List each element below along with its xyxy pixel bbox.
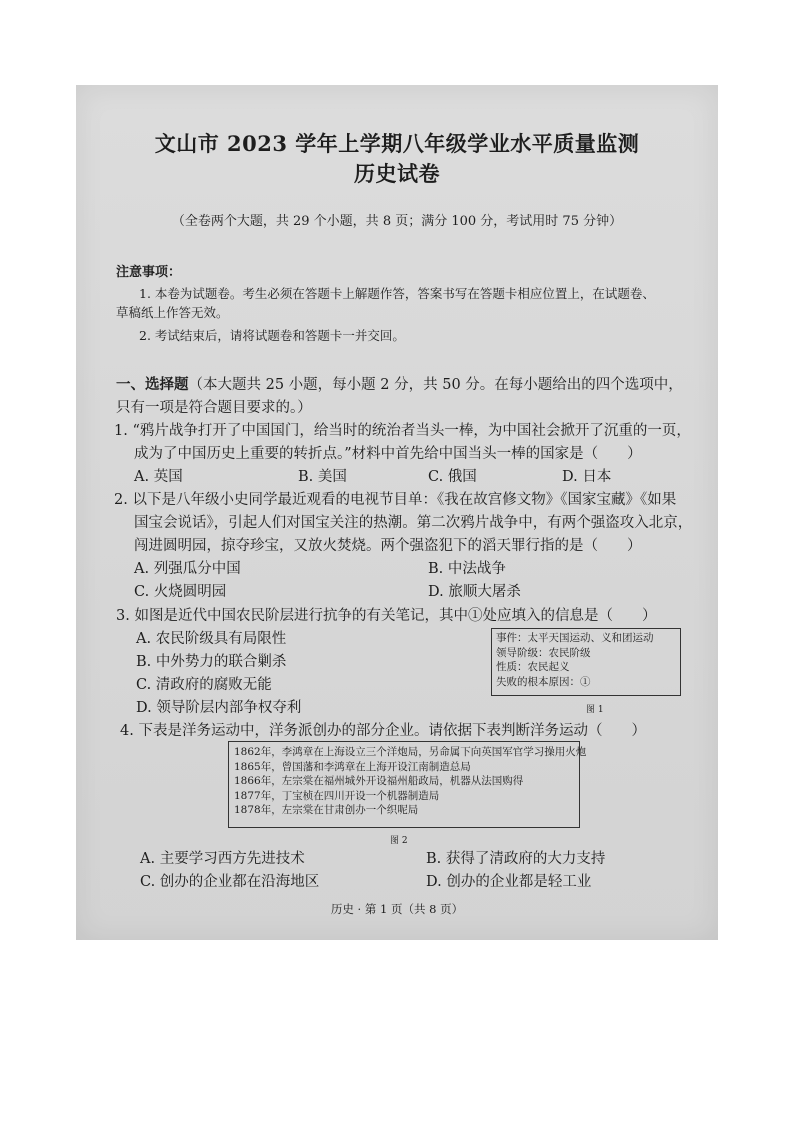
figure-2-row: 1877年，丁宝桢在四川开设一个机器制造局 (234, 789, 440, 802)
figure-2-row: 1862年，李鸿章在上海设立三个洋炮局，另命属下向英国军官学习操用火炮 (234, 746, 587, 758)
figure-1-line: 失败的根本原因：① (496, 675, 591, 688)
question-4-stem: 4. 下表是洋务运动中，洋务派创办的部分企业。请依据下表判断洋务运动（ ） (120, 723, 646, 739)
question-2-option-b: B. 中法战争 (428, 561, 506, 577)
question-1-stem-cont: 成为了中国历史上重要的转折点。”材料中首先给中国当头一棒的国家是（ ） (134, 446, 642, 462)
figure-1-caption: 图 1 (586, 705, 604, 715)
question-1-option-a: A. 英国 (134, 469, 183, 485)
section-desc-cont: 只有一项是符合题目要求的。） (116, 400, 312, 416)
notice-item-1: 1. 本卷为试题卷。考生必须在答题卡上解题作答，答案书写在答题卡相应位置上，在试题卷、 (139, 286, 655, 301)
question-3-option-d: D. 领导阶层内部争权夺利 (136, 700, 302, 716)
question-3-option-c: C. 清政府的腐败无能 (136, 677, 272, 693)
notice-item-1-cont: 草稿纸上作答无效。 (116, 305, 229, 320)
page-footer: 历史 · 第 1 页（共 8 页） (330, 902, 464, 916)
question-1-option-b: B. 美国 (298, 469, 347, 485)
question-4-option-b: B. 获得了清政府的大力支持 (426, 851, 606, 867)
question-4-option-d: D. 创办的企业都是轻工业 (426, 874, 592, 890)
figure-1-box (491, 628, 681, 696)
exam-subtitle: 历史试卷 (354, 161, 440, 186)
section-heading (116, 373, 683, 394)
question-4-option-c: C. 创办的企业都在沿海地区 (140, 874, 320, 890)
question-3-stem: 3. 如图是近代中国农民阶层进行抗争的有关笔记，其中①处应填入的信息是（ ） (116, 608, 657, 624)
figure-1-line: 领导阶级：农民阶级 (496, 646, 591, 659)
notice-heading: 注意事项： (116, 265, 182, 280)
question-1-option-c: C. 俄国 (428, 469, 477, 485)
question-4-option-a: A. 主要学习西方先进技术 (140, 851, 305, 867)
figure-2-caption: 图 2 (390, 836, 408, 846)
figure-2-row: 1865年，曾国藩和李鸿章在上海开设江南制造总局 (234, 760, 471, 773)
figure-2-table (228, 741, 587, 828)
question-2-option-c: C. 火烧圆明园 (134, 584, 227, 600)
question-3-option-a: A. 农民阶级具有局限性 (136, 631, 287, 647)
question-2-stem-cont: 国宝会说话》，引起人们对国宝关注的热潮。第二次鸦片战争中，有两个强盗攻入北京， (134, 515, 693, 531)
section-desc: （本大题共 25 小题，每小题 2 分，共 50 分。在每小题给出的四个选项中， (188, 377, 683, 393)
question-1-stem: 1. “鸦片战争打开了中国国门，给当时的统治者当头一棒，为中国社会掀开了沉重的一页， (114, 423, 691, 439)
figure-1-line: 事件：太平天国运动、义和团运动 (496, 632, 654, 644)
exam-title: 文山市 2023 学年上学期八年级学业水平质量监测 (154, 131, 640, 156)
question-2-stem-cont2: 闯进圆明园，掠夺珍宝，又放火焚烧。两个强盗犯下的滔天罪行指的是（ ） (134, 538, 642, 554)
notice-item-2: 2. 考试结束后，请将试题卷和答题卡一并交回。 (139, 328, 405, 343)
figure-2-row: 1878年，左宗棠在甘肃创办一个织呢局 (234, 804, 419, 816)
question-2-option-d: D. 旅顺大屠杀 (428, 584, 521, 600)
figure-2-row: 1866年，左宗棠在福州城外开设福州船政局，机器从法国购得 (234, 775, 524, 787)
question-2-option-a: A. 列强瓜分中国 (134, 561, 241, 577)
exam-meta: （全卷两个大题，共 29 个小题，共 8 页；满分 100 分，考试用时 75 分钟） (171, 214, 623, 229)
question-1-option-d: D. 日本 (562, 469, 612, 485)
section-label: 一、选择题 (116, 376, 189, 393)
figure-1-line: 性质：农民起义 (496, 661, 570, 673)
exam-page (76, 85, 718, 940)
question-3-option-b: B. 中外势力的联合剿杀 (136, 654, 287, 670)
question-2-stem: 2. 以下是八年级小史同学最近观看的电视节目单：《我在故宫修文物》《国家宝藏》《如果 (114, 492, 677, 508)
